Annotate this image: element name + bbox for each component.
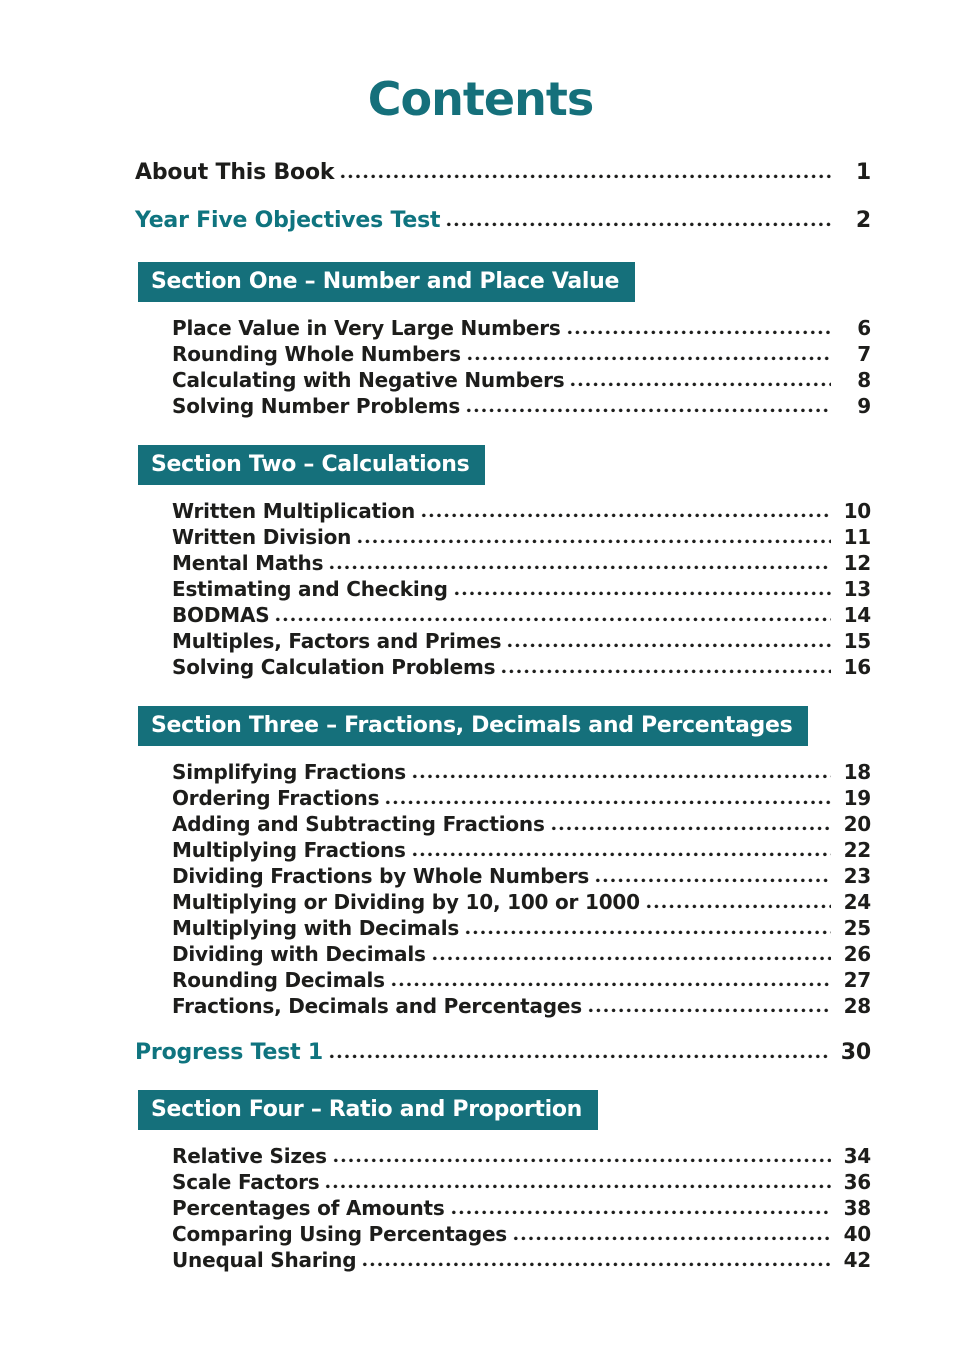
contents-list: [0, 128, 961, 1273]
dotted-leader: [500, 669, 831, 674]
dotted-leader: [464, 930, 831, 935]
dotted-leader: [450, 1210, 831, 1215]
entry-row: [172, 785, 871, 811]
page-title: Contents: [367, 72, 594, 126]
toc-row-year-five-objectives-test: [135, 206, 871, 236]
toc-row-progress-test-1: [135, 1038, 871, 1068]
toc-row-about-this-book: [135, 158, 871, 188]
section-three: [135, 706, 871, 1019]
dotted-leader: [339, 174, 831, 179]
page-number: 30: [840, 1040, 871, 1065]
entry-row: [172, 863, 871, 889]
dotted-leader: [506, 643, 831, 648]
entry-row: [172, 1221, 871, 1247]
entry-row: [172, 550, 871, 576]
page-number: 23: [843, 864, 871, 888]
entry-row: [172, 1143, 871, 1169]
section-banner-wrap: [138, 262, 871, 302]
entry-row: [172, 993, 871, 1019]
section-banner: Section Four – Ratio and Proportion: [138, 1090, 598, 1130]
entry-row: [172, 524, 871, 550]
dotted-leader: [453, 591, 831, 596]
entry-row: [172, 602, 871, 628]
dotted-leader: [328, 1054, 831, 1059]
dotted-leader: [390, 982, 831, 987]
page-number: 2: [855, 208, 871, 233]
dotted-leader: [356, 539, 831, 544]
entry-row: [172, 759, 871, 785]
entry-label: Multiplying or Dividing by 10, 100 or 1000: [172, 890, 640, 914]
section-banner: Section One – Number and Place Value: [138, 262, 635, 302]
section-banner: Section Two – Calculations: [138, 445, 485, 485]
section-four-entries: [172, 1143, 871, 1273]
page-number: 7: [857, 342, 871, 366]
entry-row: [172, 1169, 871, 1195]
page-number: 36: [843, 1170, 871, 1194]
entry-label: Rounding Decimals: [172, 968, 385, 992]
section-banner: Section Three – Fractions, Decimals and Percentages: [138, 706, 808, 746]
entry-label: Solving Number Problems: [172, 394, 461, 418]
entry-label: Adding and Subtracting Fractions: [172, 812, 545, 836]
section-three-entries: [172, 759, 871, 1019]
page-number: 10: [843, 499, 871, 523]
entry-label: Mental Maths: [172, 551, 324, 575]
page-number: 40: [843, 1222, 871, 1246]
section-one: [135, 262, 871, 419]
entry-label: Place Value in Very Large Numbers: [172, 316, 561, 340]
page-number: 28: [843, 994, 871, 1018]
entry-row: [172, 967, 871, 993]
page-number: 11: [843, 525, 871, 549]
entry-label: Fractions, Decimals and Percentages: [172, 994, 582, 1018]
entry-row: [172, 393, 871, 419]
page-number: 16: [843, 655, 871, 679]
entry-label: Written Multiplication: [172, 499, 416, 523]
dotted-leader: [332, 1158, 831, 1163]
dotted-leader: [512, 1236, 831, 1241]
entry-row: [172, 889, 871, 915]
dotted-leader: [274, 617, 831, 622]
entry-row: [172, 1195, 871, 1221]
page-number: 9: [857, 394, 871, 418]
entry-row: [172, 811, 871, 837]
page-number: 26: [843, 942, 871, 966]
page-number: 8: [857, 368, 871, 392]
dotted-leader: [465, 408, 831, 413]
entry-row: [172, 628, 871, 654]
entry-label: Dividing with Decimals: [172, 942, 426, 966]
dotted-leader: [466, 356, 831, 361]
section-banner-wrap: [138, 1090, 871, 1130]
page-number: 38: [843, 1196, 871, 1220]
dotted-leader: [550, 826, 831, 831]
entry-label: Multiplying with Decimals: [172, 916, 460, 940]
dotted-leader: [411, 774, 831, 779]
section-two-entries: [172, 498, 871, 680]
entry-label: Scale Factors: [172, 1170, 320, 1194]
page-number: 12: [843, 551, 871, 575]
section-two: [135, 445, 871, 680]
page-number: 22: [843, 838, 871, 862]
section-banner-wrap: [138, 445, 871, 485]
dotted-leader: [328, 565, 831, 570]
toc-row-label: Progress Test 1: [135, 1040, 324, 1065]
page-number: 13: [843, 577, 871, 601]
entry-row: [172, 576, 871, 602]
entry-label: Multiplying Fractions: [172, 838, 406, 862]
dotted-leader: [594, 878, 831, 883]
page-number: 18: [843, 760, 871, 784]
dotted-leader: [445, 222, 831, 227]
page-number: 25: [843, 916, 871, 940]
entry-label: Percentages of Amounts: [172, 1196, 445, 1220]
entry-row: [172, 367, 871, 393]
toc-row-label: Year Five Objectives Test: [135, 208, 441, 233]
page-number: 15: [843, 629, 871, 653]
dotted-leader: [411, 852, 831, 857]
page-number: 20: [843, 812, 871, 836]
entry-label: Ordering Fractions: [172, 786, 380, 810]
entry-row: [172, 315, 871, 341]
dotted-leader: [645, 904, 831, 909]
entry-label: Simplifying Fractions: [172, 760, 406, 784]
entry-label: BODMAS: [172, 603, 270, 627]
page-number: 14: [843, 603, 871, 627]
dotted-leader: [420, 513, 831, 518]
page-number: 19: [843, 786, 871, 810]
entry-label: Written Division: [172, 525, 352, 549]
page-number: 42: [843, 1248, 871, 1272]
section-one-entries: [172, 315, 871, 419]
dotted-leader: [324, 1184, 831, 1189]
dotted-leader: [587, 1008, 831, 1013]
dotted-leader: [361, 1262, 831, 1267]
entry-label: Relative Sizes: [172, 1144, 327, 1168]
entry-row: [172, 941, 871, 967]
entry-label: Comparing Using Percentages: [172, 1222, 508, 1246]
entry-row: [172, 498, 871, 524]
page-number: 1: [855, 160, 871, 185]
entry-label: Dividing Fractions by Whole Numbers: [172, 864, 590, 888]
page-number: 27: [843, 968, 871, 992]
dotted-leader: [569, 382, 831, 387]
entry-label: Calculating with Negative Numbers: [172, 368, 565, 392]
dotted-leader: [384, 800, 831, 805]
entry-label: Solving Calculation Problems: [172, 655, 496, 679]
toc-row-label: About This Book: [135, 160, 335, 185]
section-four: [135, 1090, 871, 1273]
entry-row: [172, 341, 871, 367]
entry-label: Rounding Whole Numbers: [172, 342, 461, 366]
dotted-leader: [566, 330, 831, 335]
page-number: 24: [843, 890, 871, 914]
section-banner-wrap: [138, 706, 871, 746]
entry-label: Multiples, Factors and Primes: [172, 629, 502, 653]
page-number: 6: [857, 316, 871, 340]
page-number: 34: [843, 1144, 871, 1168]
entry-row: [172, 654, 871, 680]
entry-row: [172, 837, 871, 863]
entry-row: [172, 915, 871, 941]
dotted-leader: [431, 956, 831, 961]
entry-label: Unequal Sharing: [172, 1248, 357, 1272]
entry-label: Estimating and Checking: [172, 577, 448, 601]
entry-row: [172, 1247, 871, 1273]
